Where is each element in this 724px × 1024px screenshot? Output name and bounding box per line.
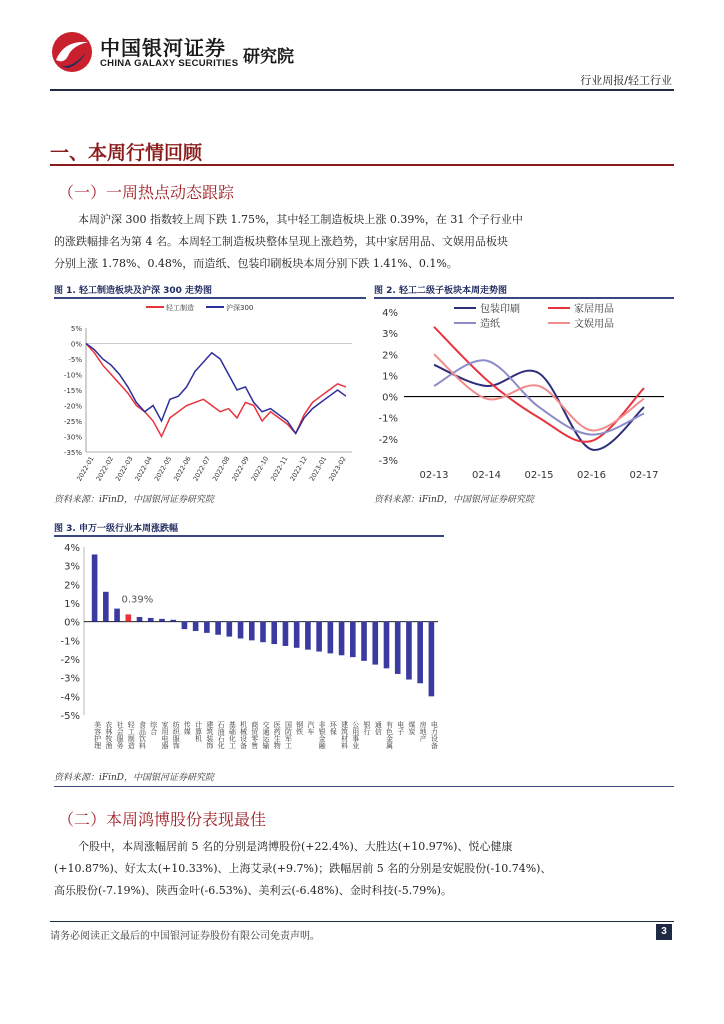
x-tick-label: 医药生物 <box>273 721 282 749</box>
bar <box>182 622 188 629</box>
paragraph-line: (+10.87%)、好太太(+10.33%)、上海艾录(+9.7%)；跌幅居前 5 名的分别是安妮股份(-10.74%)、 <box>54 862 552 875</box>
y-tick-label: -35% <box>63 449 82 457</box>
bar <box>316 622 322 652</box>
x-tick-label: 2022-03 <box>113 455 135 483</box>
bar <box>406 622 412 680</box>
paragraph-line: 高乐股份(-7.19%)、陕西金叶(-6.53%)、美利云(-6.48%)、金时科技(-5.79%)。 <box>54 884 452 897</box>
x-tick-label: 2022-01 <box>75 455 96 483</box>
y-tick-label: 2% <box>64 580 80 592</box>
bar <box>215 622 221 635</box>
figure-1-chart <box>54 298 366 488</box>
x-tick-label: 家用电器 <box>160 721 169 749</box>
x-tick-label: 2022-02 <box>94 455 116 483</box>
y-tick-label: -25% <box>63 418 82 426</box>
bar <box>260 622 266 643</box>
x-tick-label: 房地产 <box>419 721 428 742</box>
y-tick-label: -1% <box>378 413 398 425</box>
x-tick-label: 煤炭 <box>407 721 416 735</box>
y-tick-label: 0% <box>70 340 82 349</box>
y-tick-label: -1% <box>60 636 80 648</box>
y-tick-label: 0% <box>64 617 80 629</box>
bar <box>227 622 233 637</box>
subsection-title: （一）一周热点动态跟踪 <box>58 183 235 202</box>
x-tick-label: 传媒 <box>183 721 192 735</box>
figure-2-chart <box>374 298 674 488</box>
x-tick-label: 02-17 <box>629 470 659 481</box>
y-tick-label: -20% <box>63 402 82 411</box>
bar <box>103 592 109 622</box>
x-tick-label: 02-15 <box>524 470 554 481</box>
x-tick-label: 非银金融 <box>318 721 327 749</box>
bar <box>137 617 143 622</box>
x-tick-label: 建筑装饰 <box>205 721 214 749</box>
logo-english-name: CHINA GALAXY SECURITIES <box>100 58 239 69</box>
x-tick-label: 国防军工 <box>284 721 293 749</box>
x-tick-label: 02-13 <box>419 470 449 481</box>
y-tick-label: -15% <box>63 387 82 395</box>
bar <box>395 622 401 674</box>
x-tick-label: 食品饮料 <box>138 721 147 749</box>
y-tick-label: -3% <box>378 456 398 467</box>
bar <box>271 622 277 644</box>
x-tick-label: 纺织服饰 <box>172 721 181 749</box>
figure-3-bottom-rule <box>54 786 674 787</box>
legend-label: 包装印刷 <box>480 304 520 315</box>
bar <box>159 619 165 622</box>
section-title-rule <box>50 164 674 166</box>
paragraph-line: 本周沪深 300 指数较上周下跌 1.75%，其中轻工制造板块上涨 0.39%，在 31 个子行业中 <box>78 213 523 226</box>
y-tick-label: 4% <box>382 308 398 319</box>
legend-label: 造纸 <box>480 319 500 330</box>
y-tick-label: -5% <box>68 356 82 364</box>
bar <box>170 620 176 622</box>
x-tick-label: 2022-05 <box>152 455 174 483</box>
bar <box>305 622 311 650</box>
x-tick-label: 建筑材料 <box>340 721 349 749</box>
x-tick-label: 2023-02 <box>327 455 348 483</box>
bar <box>328 622 334 654</box>
x-tick-label: 商贸零售 <box>250 721 259 749</box>
x-tick-label: 02-14 <box>471 470 502 481</box>
bar <box>114 609 120 622</box>
x-tick-label: 02-16 <box>576 470 607 481</box>
x-tick-label: 2022-04 <box>133 455 154 483</box>
paragraph-line: 分别上涨 1.78%、0.48%，而造纸、包装印刷板块本周分别下跌 1.41%、0.1%。 <box>54 257 458 270</box>
figure-1-title: 图 1. 轻工制造板块及沪深 300 走势图 <box>54 286 213 296</box>
bar <box>249 622 255 641</box>
x-tick-label: 钢铁 <box>295 721 304 735</box>
figure-2-source: 资料来源：iFinD，中国银河证券研究院 <box>374 495 535 505</box>
y-tick-label: -30% <box>63 433 82 442</box>
x-tick-label: 石油石化 <box>217 721 226 749</box>
x-tick-label: 汽车 <box>306 721 315 735</box>
series-line <box>86 344 346 437</box>
x-tick-label: 电子 <box>396 721 405 735</box>
bar <box>92 554 98 621</box>
paragraph-line: 个股中，本周涨幅居前 5 名的分别是鸿博股份(+22.4%)、大胜达(+10.97%)、悦心健康 <box>78 840 513 853</box>
figure-3-source: 资料来源：iFinD，中国银河证券研究院 <box>54 773 215 783</box>
y-tick-label: -5% <box>60 711 80 722</box>
footer-rule <box>50 921 674 922</box>
bar <box>429 622 435 697</box>
x-tick-label: 综合 <box>149 721 158 735</box>
y-tick-label: 5% <box>70 325 82 333</box>
legend-label: 沪深300 <box>226 304 254 312</box>
bar <box>193 622 199 631</box>
bar <box>204 622 210 633</box>
logo-chinese-name: 中国银河证券 <box>100 36 226 60</box>
bar <box>339 622 345 656</box>
y-tick-label: 0% <box>382 392 398 404</box>
x-tick-label: 社会服务 <box>116 721 125 749</box>
x-tick-label: 2022-10 <box>249 455 271 483</box>
figure-1-source: 资料来源：iFinD，中国银河证券研究院 <box>54 495 215 505</box>
x-tick-label: 农林牧渔 <box>104 721 113 749</box>
header-rule <box>50 89 674 91</box>
x-tick-label: 环保 <box>329 721 338 735</box>
x-tick-label: 计算机 <box>194 721 203 742</box>
bar <box>125 614 131 621</box>
footer-disclaimer: 请务必阅读正文最后的中国银河证券股份有限公司免责声明。 <box>50 931 320 942</box>
x-tick-label: 机械设备 <box>239 721 248 749</box>
y-tick-label: -2% <box>60 655 80 666</box>
bar <box>384 622 390 669</box>
bar-data-label: 0.39% <box>121 594 154 606</box>
legend-label: 家居用品 <box>574 304 614 315</box>
y-tick-label: 3% <box>382 329 398 341</box>
x-tick-label: 2022-09 <box>230 455 251 483</box>
stocks-paragraph <box>54 836 674 902</box>
galaxy-logo-icon <box>50 30 94 74</box>
x-tick-label: 2022-11 <box>269 455 290 483</box>
y-tick-label: 1% <box>382 371 398 383</box>
y-tick-label: -10% <box>63 371 82 380</box>
x-tick-label: 公用事业 <box>351 721 360 749</box>
y-tick-label: -3% <box>60 673 80 685</box>
subsection-title: （二）本周鸿博股份表现最佳 <box>58 810 267 829</box>
y-tick-label: 2% <box>382 350 398 362</box>
x-tick-label: 银行 <box>363 721 372 735</box>
figure-2-title: 图 2. 轻工二级子板块本周走势图 <box>374 286 507 296</box>
y-tick-label: -4% <box>60 692 80 704</box>
bar <box>417 622 423 684</box>
company-logo <box>50 30 94 74</box>
y-tick-label: -2% <box>378 434 398 446</box>
bar <box>361 622 367 661</box>
x-tick-label: 轻工制造 <box>127 721 136 749</box>
bar <box>350 622 356 657</box>
series-line <box>86 344 346 434</box>
paragraph-line: 的涨跌幅排名为第 4 名。本周轻工制造板块整体呈现上涨趋势，其中家居用品、文娱用品板块 <box>54 235 508 248</box>
figure-3-title: 图 3. 申万一级行业本周涨跌幅 <box>54 524 178 534</box>
legend-label: 轻工制造 <box>166 304 194 312</box>
x-tick-label: 美容护理 <box>93 721 102 749</box>
x-tick-label: 2022-12 <box>288 455 309 483</box>
bar <box>372 622 378 665</box>
y-tick-label: 3% <box>64 561 80 573</box>
x-tick-label: 交通运输 <box>262 721 270 749</box>
x-tick-label: 通信 <box>374 721 383 735</box>
x-tick-label: 2022-07 <box>191 455 213 483</box>
x-tick-label: 有色金属 <box>385 721 394 749</box>
y-tick-label: 1% <box>64 599 80 610</box>
x-tick-label: 基础化工 <box>228 721 237 749</box>
legend-label: 文娱用品 <box>574 319 614 330</box>
section-title: 一、本周行情回顾 <box>50 142 203 164</box>
bar <box>238 622 244 639</box>
y-tick-label: 4% <box>64 543 80 554</box>
x-tick-label: 2022-08 <box>210 455 232 483</box>
x-tick-label: 2022-06 <box>172 455 193 483</box>
bar <box>283 622 289 646</box>
x-tick-label: 电力设备 <box>430 721 439 749</box>
x-tick-label: 2023-01 <box>307 455 329 483</box>
page-number: 3 <box>656 924 672 940</box>
institute-name: 研究院 <box>243 47 294 67</box>
report-type: 行业周报/轻工行业 <box>580 74 672 87</box>
summary-paragraph <box>54 209 674 275</box>
bar <box>294 622 300 648</box>
figure-3-chart <box>54 537 444 767</box>
bar <box>148 618 154 622</box>
